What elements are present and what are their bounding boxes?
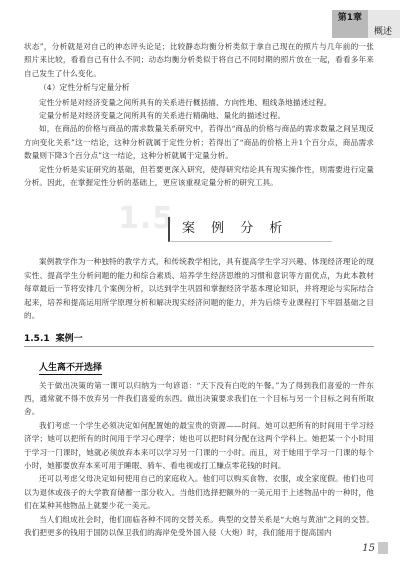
subheading: （4）定性分析与定量分析 [39,83,130,93]
paragraph: 案例教学作为一种独特的教学方式，和传统教学相比，具有提高学生学习兴趣、体现经济理论的现实性、提高学生分析问题的能力和综合素质、培养学生经济思维的习惯和意识等方面优点，为此本教材每章最后一节将安排几个案例分析，以达到学生巩固和掌握经济学基本理论知识，并将理论与实际结合起来，培养和提高运用所学原理分析和解决现实经济问题的能力，并为后续专业课程打下牢固基础之目的。 [24,257,374,321]
paragraph: 如，在商品的价格与商品的需求数量关系研究中，若得出“商品的价格与商品的需求数量之间呈现反方向变化关系”这一结论，这种分析就属于定性分析；若得出了“商品的价格上升1个百分点，商品需求数量则下降3个百分点”这一结论，这种分析就属于定量分析。 [24,124,374,161]
chapter-number: 第1章 [332,10,368,38]
subsection-title: 案例一 [55,333,83,344]
chapter-title: 概述 [368,10,400,38]
paragraph: 还可以考虑父母决定如何使用自己的家庭收入。他们可以购买食物、衣服，或全家度假。他们也可以为退休或孩子的大学教育储蓄一部分收入。当他们选择把额外的一美元用于上述物品中的一种时，他们在某种其他物品上就要少花一美元。 [24,474,374,511]
footer-marker [378,542,388,554]
page-footer [362,542,388,554]
subsection-heading [24,331,374,347]
case-title: 人生离不开选择 [39,360,102,375]
paragraph: 定量分析是对经济变量之间所具有的关系进行精确地、量化的描述过程。 [39,111,286,121]
section-number: 1.5 [118,201,175,237]
paragraph: 我们考虑一个学生必须决定如何配置她的最宝贵的资源——时间。她可以把所有的时间用于学习经济学；她可以把所有的时间用于学习心理学；她也可以把时间分配在这两个学科上。她把某一个小时用于学习一门课时，她就必须放弃本来可以学习另一门课的一小时。而且，对于她用于学习一门课的每个小时，她都要放弃本来可用于睡眠、骑车、看电视或打工赚点零花钱的时间。 [24,420,374,470]
paragraph: 定性分析是实证研究的基础，但若要更深入研究，使得研究结论具有现实操作性，则需要进行定量分析。因此，在掌握定性分析的基础上，更应该重视定量分析的研究工具。 [24,164,374,188]
page-content [24,40,374,539]
subsection-number: 1.5.1 [24,333,50,344]
paragraph: 状态”，分析就是对自己的神态评头论足；比较静态均衡分析类似于拿自己现在的照片与几年前的一张照片来比较，看看自己有什么不同；动态均衡分析类似于将自己不同时期的照片放在一起，看看多年来自己发生了什么变化。 [24,42,374,78]
section-title-bar [168,217,332,242]
chapter-tag [332,10,400,38]
paragraph: 当人们组成社会时，他们面临各种不同的交替关系。典型的交替关系是“大炮与黄油”之间的交替。我们把更多的钱用于国防以保卫我们的海岸免受外国入侵（大炮）时，我们能用于提高国内 [24,514,374,537]
page-number: 15 [362,542,375,554]
paragraph: 定性分析是对经济变量之间所具有的关系进行概括描、方向性地、粗线条地描述过程。 [39,97,332,107]
paragraph: 关于做出决策的第一课可以归纳为一句谚语：“天下没有白吃的午餐。”为了得到我们喜爱的一件东西，通常就不得不放弃另一件我们喜爱的东西。做出决策要求我们在一个目标与另一个目标之间有所取舍。 [24,380,374,417]
section-banner [112,203,374,243]
section-title: 案 例 分 析 [182,221,289,237]
